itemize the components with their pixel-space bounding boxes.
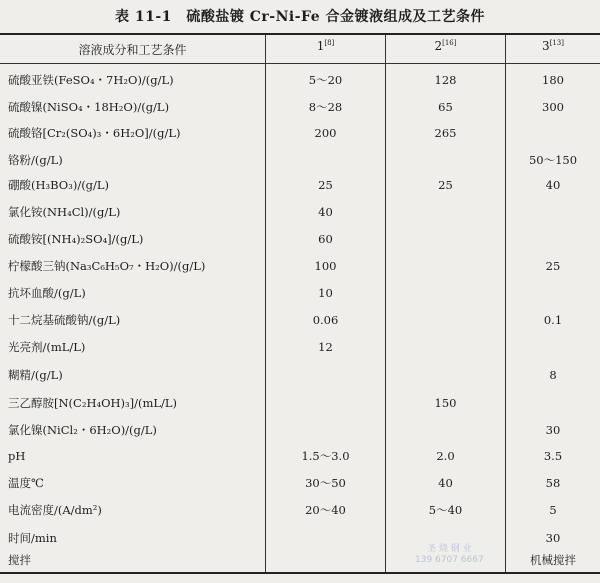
table-row xyxy=(0,147,600,173)
row-label: 氯化镍(NiCl₂・6H₂O)/(g/L) xyxy=(8,423,157,437)
row-label: 柠檬酸三钠(Na₃C₆H₅O₇・H₂O)/(g/L) xyxy=(8,259,206,273)
col-number: 1 xyxy=(316,39,325,53)
cell-value-3: 3.5 xyxy=(543,449,563,463)
table-row xyxy=(0,253,600,279)
cell-value-2: 40 xyxy=(438,476,453,490)
cell-value-2: 5～40 xyxy=(428,503,463,517)
watermark xyxy=(415,544,484,566)
row-label: 光亮剂/(mL/L) xyxy=(8,340,86,354)
table-row xyxy=(0,280,600,306)
cell-value-3: 0.1 xyxy=(543,313,563,327)
row-label: 三乙醇胺[N(C₂H₄OH)₃]/(mL/L) xyxy=(8,396,178,410)
row-label: 硫酸亚铁(FeSO₄・7H₂O)/(g/L) xyxy=(8,73,174,87)
cell-value-1: 0.06 xyxy=(312,313,339,327)
table-row xyxy=(0,334,600,360)
row-label: 搅拌 xyxy=(8,553,31,567)
row-label: 温度℃ xyxy=(8,476,44,490)
cell-value-1: 5～20 xyxy=(308,73,343,87)
row-label: 硫酸铵[(NH₄)₂SO₄]/(g/L) xyxy=(8,232,144,246)
table-row xyxy=(0,226,600,252)
row-label: 时间/min xyxy=(8,531,57,545)
col-number: 2 xyxy=(434,39,443,53)
table-row xyxy=(0,307,600,333)
table-row xyxy=(0,470,600,496)
col-number: 3 xyxy=(541,39,550,53)
top-rule xyxy=(0,33,600,35)
cell-value-2: 65 xyxy=(438,100,453,114)
table-row xyxy=(0,547,600,573)
row-label: 铬粉/(g/L) xyxy=(8,153,63,167)
row-label: 硫酸铬[Cr₂(SO₄)₃・6H₂O]/(g/L) xyxy=(8,126,181,140)
cell-value-1: 12 xyxy=(318,340,333,354)
cell-value-2: 25 xyxy=(438,178,453,192)
header-label: 溶液成分和工艺条件 xyxy=(78,43,187,57)
cell-value-3: 25 xyxy=(545,259,561,273)
cell-value-1: 8～28 xyxy=(308,100,343,114)
table-row xyxy=(0,443,600,469)
row-label: 氯化铵(NH₄Cl)/(g/L) xyxy=(8,205,121,219)
col-reference: [13] xyxy=(549,39,564,47)
table-row xyxy=(0,390,600,416)
cell-value-3: 30 xyxy=(545,423,561,437)
row-label: 抗坏血酸/(g/L) xyxy=(8,286,86,300)
table-row xyxy=(0,362,600,388)
cell-value-3: 50～150 xyxy=(528,153,578,167)
cell-value-3: 5 xyxy=(549,503,557,517)
table-row xyxy=(0,94,600,120)
col-reference: [16] xyxy=(442,39,457,47)
header-col-2 xyxy=(386,39,505,53)
cell-value-1: 20～40 xyxy=(305,503,346,517)
row-label: 硫酸镍(NiSO₄・18H₂O)/(g/L) xyxy=(8,100,170,114)
table-row xyxy=(0,120,600,146)
cell-value-1: 25 xyxy=(318,178,333,192)
table-title: 表 11-1 硫酸盐镀 Cr-Ni-Fe 合金镀液组成及工艺条件 xyxy=(115,9,485,25)
table-row xyxy=(0,67,600,93)
header-rule xyxy=(0,63,600,64)
row-label: 十二烷基硫酸钠/(g/L) xyxy=(8,313,121,327)
cell-value-3: 58 xyxy=(545,476,561,490)
cell-value-1: 1.5～3.0 xyxy=(301,449,350,463)
cell-value-2: 2.0 xyxy=(436,449,455,463)
cell-value-3: 40 xyxy=(545,178,561,192)
cell-value-3: 8 xyxy=(549,368,557,382)
cell-value-2: 265 xyxy=(434,126,457,140)
row-label: pH xyxy=(8,449,26,463)
cell-value-1: 200 xyxy=(314,126,337,140)
table-row xyxy=(0,199,600,225)
row-label: 电流密度/(A/dm²) xyxy=(8,503,102,517)
cell-value-1: 40 xyxy=(318,205,333,219)
table-row xyxy=(0,417,600,443)
cell-value-1: 100 xyxy=(314,259,337,273)
col-reference: [8] xyxy=(324,39,335,47)
table-row xyxy=(0,497,600,523)
cell-value-2: 150 xyxy=(434,396,457,410)
cell-value-1: 10 xyxy=(318,286,333,300)
cell-value-1: 30～50 xyxy=(305,476,346,490)
watermark-phone: 139 6707 6667 xyxy=(415,555,484,565)
table-row xyxy=(0,172,600,198)
header-col-1 xyxy=(266,39,385,53)
cell-value-1: 60 xyxy=(318,232,333,246)
cell-value-3: 180 xyxy=(542,73,564,87)
cell-value-2: 128 xyxy=(434,73,457,87)
cell-value-3: 30 xyxy=(545,531,561,545)
cell-value-3: 机械搅拌 xyxy=(530,553,576,567)
header-col-3 xyxy=(506,39,600,53)
cell-value-3: 300 xyxy=(542,100,564,114)
watermark-text: 圣 烧 钢 业 xyxy=(427,544,472,554)
row-label: 糊精/(g/L) xyxy=(8,368,63,382)
row-label: 硼酸(H₃BO₃)/(g/L) xyxy=(8,178,110,192)
